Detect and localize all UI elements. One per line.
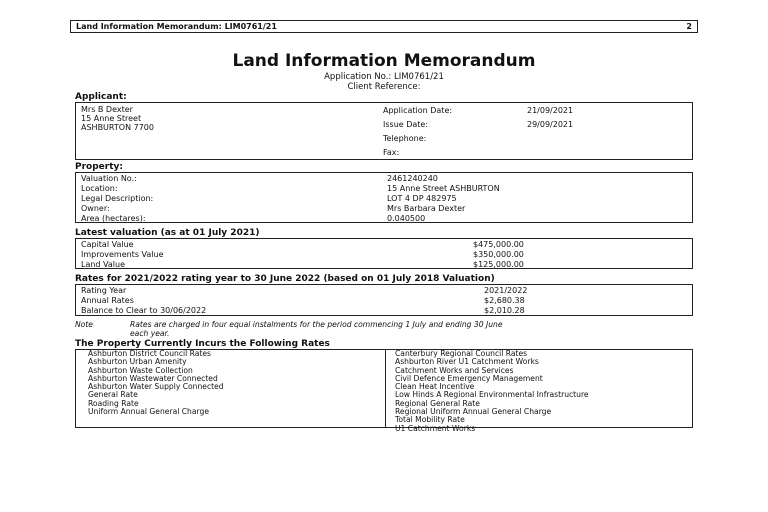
list-item: Catchment Works and Services: [395, 365, 514, 375]
property-value: 15 Anne Street ASHBURTON: [387, 184, 500, 193]
valuation-label: Improvements Value: [81, 250, 164, 259]
property-value: 2461240240: [387, 174, 438, 183]
property-box: [75, 172, 693, 223]
column-divider: [385, 350, 386, 427]
list-item: Uniform Annual General Charge: [88, 407, 209, 417]
property-label: Owner:: [81, 204, 110, 213]
property-value: LOT 4 DP 482975: [387, 194, 457, 203]
incurs-heading: The Property Currently Incurs the Following Rates: [75, 339, 330, 349]
property-value: Mrs Barbara Dexter: [387, 204, 466, 213]
applicant-box: [75, 102, 693, 160]
valuation-box: [75, 238, 693, 269]
document-title: Land Information Memorandum: [232, 51, 536, 71]
applicant-street: 15 Anne Street: [81, 114, 142, 123]
rates-label: Balance to Clear to 30/06/2022: [81, 306, 207, 315]
telephone-label: Telephone:: [383, 134, 427, 143]
valuation-value: $350,000.00: [473, 250, 524, 259]
property-value: 0.040500: [387, 214, 426, 223]
valuation-label: Land Value: [81, 260, 126, 269]
list-item: Ashburton Urban Amenity: [88, 357, 187, 367]
incurs-right-column: [395, 350, 589, 433]
list-item: Canterbury Regional Council Rates: [395, 349, 528, 358]
list-item: Roading Rate: [88, 398, 139, 408]
property-label: Valuation No.:: [81, 174, 137, 183]
list-item: Total Mobility Rate: [395, 415, 465, 425]
page-header-bar: [70, 20, 698, 33]
property-label: Area (hectares):: [81, 214, 146, 223]
rates-box: [75, 284, 693, 316]
issue-date-label: Issue Date:: [383, 120, 429, 129]
list-item: Regional General Rate: [395, 398, 480, 408]
rates-value: $2,010.28: [484, 306, 525, 315]
incurs-left-column: [88, 350, 224, 416]
property-label: Legal Description:: [81, 194, 154, 203]
valuation-label: Capital Value: [81, 240, 134, 249]
list-item: Ashburton Water Supply Connected: [88, 382, 224, 392]
valuation-value: $125,000.00: [473, 260, 524, 269]
list-item: Ashburton River U1 Catchment Works: [395, 357, 539, 367]
property-label: Location:: [81, 184, 118, 193]
fax-label: Fax:: [383, 148, 400, 157]
rates-label: Annual Rates: [81, 296, 134, 305]
list-item: Ashburton Waste Collection: [88, 365, 193, 375]
rates-value: 2021/2022: [484, 286, 528, 295]
page-number: 2: [686, 21, 692, 31]
applicant-name: Mrs B Dexter: [81, 105, 133, 114]
list-item: Clean Heat Incentive: [395, 382, 475, 392]
list-item: Regional Uniform Annual General Charge: [395, 407, 552, 417]
incurs-box: [75, 349, 693, 433]
list-item: Civil Defence Emergency Management: [395, 373, 543, 383]
list-item: General Rate: [88, 390, 138, 400]
rates-label: Rating Year: [81, 286, 127, 295]
valuation-heading: Latest valuation (as at 01 July 2021): [75, 228, 260, 238]
application-date-value: 21/09/2021: [527, 106, 574, 115]
note-label: Note: [75, 320, 93, 329]
header-label: Land Information Memorandum: LIM0761/21: [76, 21, 277, 31]
application-number: Application No.: LIM0761/21: [324, 72, 444, 82]
list-item: Low Hinds A Regional Environmental Infrastructure: [395, 390, 589, 400]
issue-date-value: 29/09/2021: [527, 120, 574, 129]
list-item: U1 Catchment Works: [395, 423, 476, 433]
note-text-line2: each year.: [130, 329, 170, 338]
applicant-heading: Applicant:: [75, 92, 127, 102]
rates-heading: Rates for 2021/2022 rating year to 30 June 2022 (based on 01 July 2018 Valuation): [75, 274, 495, 284]
note-text-line1: Rates are charged in four equal instalments for the period commencing 1 July and ending 30 June: [130, 320, 503, 329]
list-item: Ashburton District Council Rates: [88, 349, 212, 358]
rates-value: $2,680.38: [484, 296, 525, 305]
application-date-label: Application Date:: [383, 106, 453, 115]
valuation-value: $475,000.00: [473, 240, 524, 249]
property-heading: Property:: [75, 162, 123, 172]
list-item: Ashburton Wastewater Connected: [88, 373, 218, 383]
applicant-town: ASHBURTON 7700: [81, 123, 154, 132]
client-reference: Client Reference:: [347, 82, 421, 92]
